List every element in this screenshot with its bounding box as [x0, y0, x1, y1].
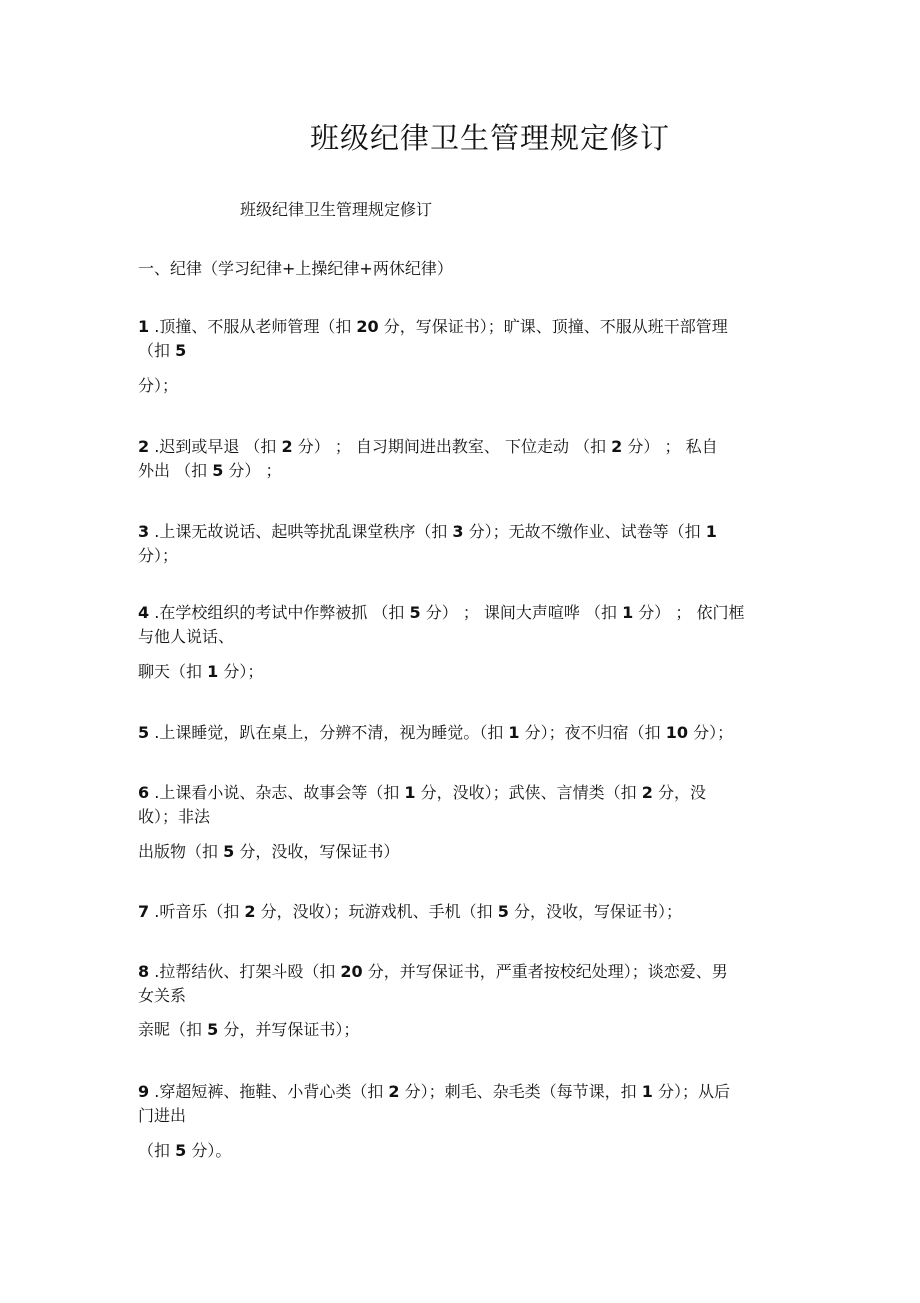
item-8-line-2: 女关系	[138, 986, 187, 1005]
page-title: 班级纪律卫生管理规定修订	[309, 121, 670, 155]
item-2-line-2: 外出 （扣 5 分） ；	[138, 461, 282, 480]
item-9-line-1: 9 .穿超短裤、拖鞋、小背心类（扣 2 分）；刺毛、杂毛类（每节课，扣 1 分）；从后	[138, 1082, 730, 1101]
item-4-line-3: 聊天（扣 1 分）；	[138, 662, 264, 681]
item-5-line-1: 5 .上课睡觉，趴在桌上，分辨不清，视为睡觉。（扣 1 分）；夜不归宿（扣 10 分）；	[138, 723, 734, 742]
item-1-line-3: 分）；	[138, 376, 179, 395]
item-3-line-1: 3 .上课无故说话、起哄等扰乱课堂秩序（扣 3 分）；无故不缴作业、试卷等（扣 1	[138, 522, 717, 541]
item-8-line-3: 亲昵（扣 5 分，并写保证书）；	[138, 1020, 360, 1039]
subtitle: 班级纪律卫生管理规定修订	[240, 200, 433, 219]
item-6-line-1: 6 .上课看小说、杂志、故事会等（扣 1 分，没收）；武侠、言情类（扣 2 分，没	[138, 783, 706, 802]
item-9-line-2: 门进出	[138, 1106, 187, 1125]
item-3-line-2: 分）；	[138, 546, 179, 565]
item-1-line-1: 1 .顶撞、不服从老师管理（扣 20 分，写保证书）；旷课、顶撞、不服从班干部管理	[138, 317, 728, 336]
item-6-line-3: 出版物（扣 5 分，没收，写保证书）	[138, 842, 400, 861]
item-1-line-2: （扣 5	[138, 341, 187, 360]
item-4-line-1: 4 .在学校组织的考试中作弊被抓 （扣 5 分） ； 课间大声喧哗 （扣 1 分） ； 依门框	[138, 603, 745, 622]
section-heading: 一、纪律（学习纪律+上操纪律+两休纪律）	[138, 259, 453, 278]
item-2-line-1: 2 .迟到或早退 （扣 2 分） ； 自习期间进出教室、 下位走动 （扣 2 分） ； 私自	[138, 437, 718, 456]
item-6-line-2: 收）；非法	[138, 807, 211, 826]
item-7-line-1: 7 .听音乐（扣 2 分，没收）；玩游戏机、手机（扣 5 分，没收，写保证书）；	[138, 902, 682, 921]
item-9-line-3: （扣 5 分）。	[138, 1141, 232, 1160]
item-8-line-1: 8 .拉帮结伙、打架斗殴（扣 20 分，并写保证书，严重者按校纪处理）；谈恋爱、男	[138, 962, 728, 981]
item-4-line-2: 与他人说话、	[138, 627, 235, 646]
